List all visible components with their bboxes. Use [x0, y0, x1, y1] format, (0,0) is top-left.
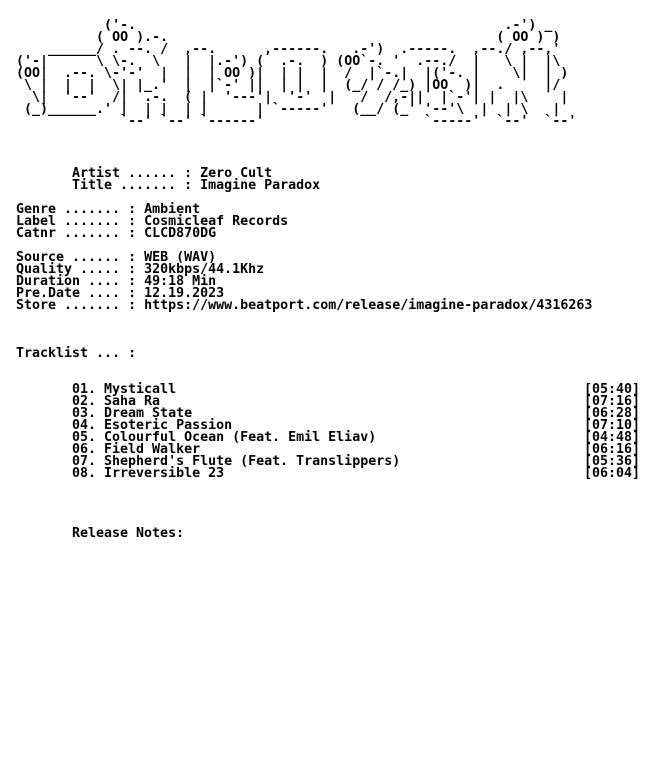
- track-duration: [06:28]: [583, 406, 640, 421]
- source-line: Source ...... : WEB (WAV): [16, 250, 217, 265]
- track-row: [72, 468, 640, 480]
- track-duration: [05:40]: [583, 382, 640, 397]
- track-duration: [07:10]: [583, 418, 640, 433]
- track-title: 03. Dream State: [72, 406, 193, 421]
- track-title: 06. Field Walker: [72, 442, 201, 457]
- predate-line: Pre.Date .... : 12.19.2023: [16, 286, 225, 301]
- title-line: Title ....... : Imagine Paradox: [72, 178, 321, 193]
- track-title: 07. Shepherd's Flute (Feat. Translippers): [72, 454, 401, 469]
- catnr-line: Catnr ....... : CLCD870DG: [16, 226, 217, 241]
- track-title: 05. Colourful Ocean (Feat. Emil Eliav): [72, 430, 377, 445]
- store-line: Store ....... : https://www.beatport.com/release/imagine-paradox/4316263: [16, 298, 593, 313]
- genre-line: Genre ....... : Ambient: [16, 202, 201, 217]
- track-title: 02. Saha Ra: [72, 394, 161, 409]
- release-notes-header: Release Notes:: [72, 526, 185, 541]
- track-duration: [05:36]: [583, 454, 640, 469]
- track-duration: [04:48]: [583, 430, 640, 445]
- track-duration: [06:04]: [583, 466, 640, 481]
- quality-line: Quality ..... : 320kbps/44.1Khz: [16, 262, 265, 277]
- track-title: 08. Irreversible 23: [72, 466, 225, 481]
- duration-line: Duration .... : 49:18 Min: [16, 274, 217, 289]
- track-title: 01. Mysticall: [72, 382, 177, 397]
- label-line: Label ....... : Cosmicleaf Records: [16, 214, 289, 229]
- tracklist-header: Tracklist ... :: [16, 346, 137, 361]
- track-duration: [06:16]: [583, 442, 640, 457]
- artist-line: Artist ...... : Zero Cult: [72, 166, 273, 181]
- ascii-logo: ('-. .-') _ ( OO ).-. ( OO ) ) ______/ . --. / ,--. ,------. .-') .-----. ,--./ ,--,' ('-| \ \-. \ | |.-') ( .-. ) (OO`-. ' .--./ | \ | |\ (OO| .--. \-'-' | | | OO )| | | | / |`-.| |('-. | \| | ) \ | | | \| |_.' | |`-' || | | | (_/ / /_) |OO )| . |/ \| '--' /| .-. ( | '---'| '-' | / /,-|| |`-'| | |\ | (_)______.' | | | | | | `-----' (__/ (_' '--'\ | | \ | `--' `--' `------' `-----' `--' `--': [16, 18, 577, 129]
- track-title: 04. Esoteric Passion: [72, 418, 233, 433]
- track-duration: [07:16]: [583, 394, 640, 409]
